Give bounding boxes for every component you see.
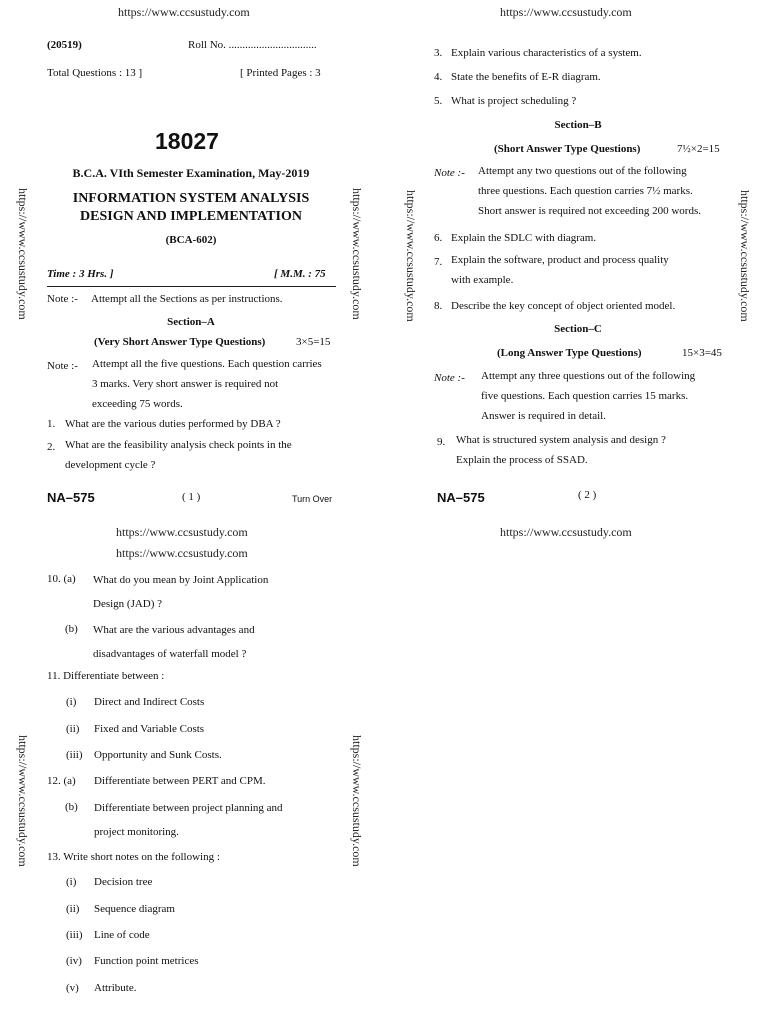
section-a-marks: 3×5=15 [296,336,331,348]
section-c-type: (Long Answer Type Questions) [497,347,642,359]
section-a-type: (Very Short Answer Type Questions) [94,336,266,348]
question-8: Describe the key concept of object oriented model. [451,300,676,312]
site-url-vertical-1: https://www.ccsustudy.com [16,188,30,320]
sub-item-number: (iv) [66,955,82,967]
printed-pages: [ Printed Pages : 3 [240,67,321,79]
question-number: 10. (a) [47,573,76,585]
section-a-note-line: 3 marks. Very short answer is required not [92,378,279,390]
question-7 [451,250,669,290]
section-c-note [481,366,731,426]
section-b-heading: Section–B [554,119,602,131]
question-number: 5. [434,95,443,107]
section-c-note-line: five questions. Each question carries 15 marks. [481,390,689,402]
question-4: State the benefits of E-R diagram. [451,71,601,83]
question-line: development cycle ? [65,459,156,471]
sub-item-text: Fixed and Variable Costs [94,723,205,735]
question-number: 7. [434,256,443,268]
section-b-note-line: Attempt any two questions out of the following [478,165,687,177]
site-url-top-left: https://www.ccsustudy.com [118,5,250,19]
sub-item-text: Function point metrices [94,955,199,967]
question-number: 1. [47,418,56,430]
exam-time: Time : 3 Hrs. ] [47,268,114,280]
question-5: What is project scheduling ? [451,95,577,107]
section-c-heading: Section–C [554,323,602,335]
site-url-vertical-3: https://www.ccsustudy.com [404,190,418,322]
section-c-note-line: Answer is required in detail. [481,410,606,422]
question-1: What are the various duties performed by DBA ? [65,418,281,430]
section-b-type: (Short Answer Type Questions) [494,143,641,155]
section-c-note-line: Attempt any three questions out of the following [481,370,696,382]
sub-item-number: (ii) [66,723,80,735]
sub-item-text: Direct and Indirect Costs [94,696,205,708]
section-a-note-line: Attempt all the five questions. Each question carries [92,358,322,370]
subject-line-1: INFORMATION SYSTEM ANALYSIS [72,191,310,206]
question-10b [93,618,255,666]
question-line: project monitoring. [94,826,179,838]
site-url-page-3-top: https://www.ccsustudy.com [116,525,248,539]
question-line: with example. [451,274,514,286]
question-11: 11. Differentiate between : [47,670,165,682]
sub-item-text: Opportunity and Sunk Costs. [94,749,222,761]
question-number: 2. [47,441,56,453]
course-code: (BCA-602) [165,234,217,246]
sub-item-number: (iii) [66,929,83,941]
question-2 [65,435,292,475]
question-line: disadvantages of waterfall model ? [93,648,247,660]
section-b-note [478,161,728,221]
site-url-top-right: https://www.ccsustudy.com [500,5,632,19]
general-note-label: Note :- [47,293,78,305]
sub-item-number: (v) [66,982,79,994]
question-number: 4. [434,71,443,83]
question-12b [94,796,283,844]
site-url-vertical-2: https://www.ccsustudy.com [350,188,364,320]
question-line: What do you mean by Joint Application [93,574,269,586]
footer-code: NA–575 [437,490,485,505]
roll-number-field: Roll No. ................................ [188,39,317,51]
total-questions: Total Questions : 13 ] [47,67,143,79]
section-b-note-line: three questions. Each question carries 7½ marks. [478,185,693,197]
question-line: What is structured system analysis and design ? [456,434,666,446]
section-b-note-line: Short answer is required not exceeding 200 words. [478,205,702,217]
question-line: Explain the process of SSAD. [456,454,588,466]
sub-item-text: Sequence diagram [94,903,175,915]
question-3: Explain various characteristics of a system. [451,47,642,59]
footer-code: NA–575 [47,490,95,505]
question-6: Explain the SDLC with diagram. [451,232,597,244]
exam-title: B.C.A. VIth Semester Examination, May-2019 [72,166,310,180]
question-line: Differentiate between project planning and [94,802,283,814]
sub-item-number: (iii) [66,749,83,761]
question-number: 3. [434,47,443,59]
site-url-page-3-top-2: https://www.ccsustudy.com [116,546,248,560]
section-a-note-label: Note :- [47,360,78,372]
section-a-note-line: exceeding 75 words. [92,398,183,410]
subject-line-2: DESIGN AND IMPLEMENTATION [80,209,302,224]
footer-page-number: ( 1 ) [182,491,201,503]
section-a-note [92,354,338,414]
question-number: 6. [434,232,443,244]
site-url-vertical-6: https://www.ccsustudy.com [350,735,364,867]
section-b-marks: 7½×2=15 [677,143,720,155]
sub-item-number: (i) [66,696,77,708]
sub-item-text: Decision tree [94,876,153,888]
exam-code: (20519) [47,39,82,51]
question-13: 13. Write short notes on the following : [47,851,220,863]
site-url-page-2-bottom: https://www.ccsustudy.com [500,525,632,539]
section-c-note-label: Note :- [434,372,465,384]
question-number: 9. [437,436,446,448]
sub-item-number: (i) [66,876,77,888]
question-number: 12. (a) [47,775,76,787]
question-line: What are the various advantages and [93,624,255,636]
section-a-heading: Section–A [167,316,215,328]
site-url-vertical-4: https://www.ccsustudy.com [738,190,752,322]
general-note-text: Attempt all the Sections as per instructions. [91,293,283,305]
question-9 [456,430,666,470]
paper-number: 18027 [155,128,219,154]
max-marks: [ M.M. : 75 [274,268,326,280]
question-line: What are the feasibility analysis check points in the [65,439,292,451]
question-10a [93,568,268,616]
section-b-note-label: Note :- [434,167,465,179]
question-number: 8. [434,300,443,312]
question-12a: Differentiate between PERT and CPM. [94,775,266,787]
section-c-marks: 15×3=45 [682,347,722,359]
sub-item-number: (ii) [66,903,80,915]
sub-item-text: Line of code [94,929,150,941]
question-line: Design (JAD) ? [93,598,163,610]
sub-item-text: Attribute. [94,982,137,994]
divider-line [47,286,336,287]
footer-page-number: ( 2 ) [578,489,597,501]
question-number: (b) [65,801,78,813]
question-line: Explain the software, product and process quality [451,254,669,266]
footer-turn-over: Turn Over [292,494,333,504]
question-number: (b) [65,623,78,635]
site-url-vertical-5: https://www.ccsustudy.com [16,735,30,867]
